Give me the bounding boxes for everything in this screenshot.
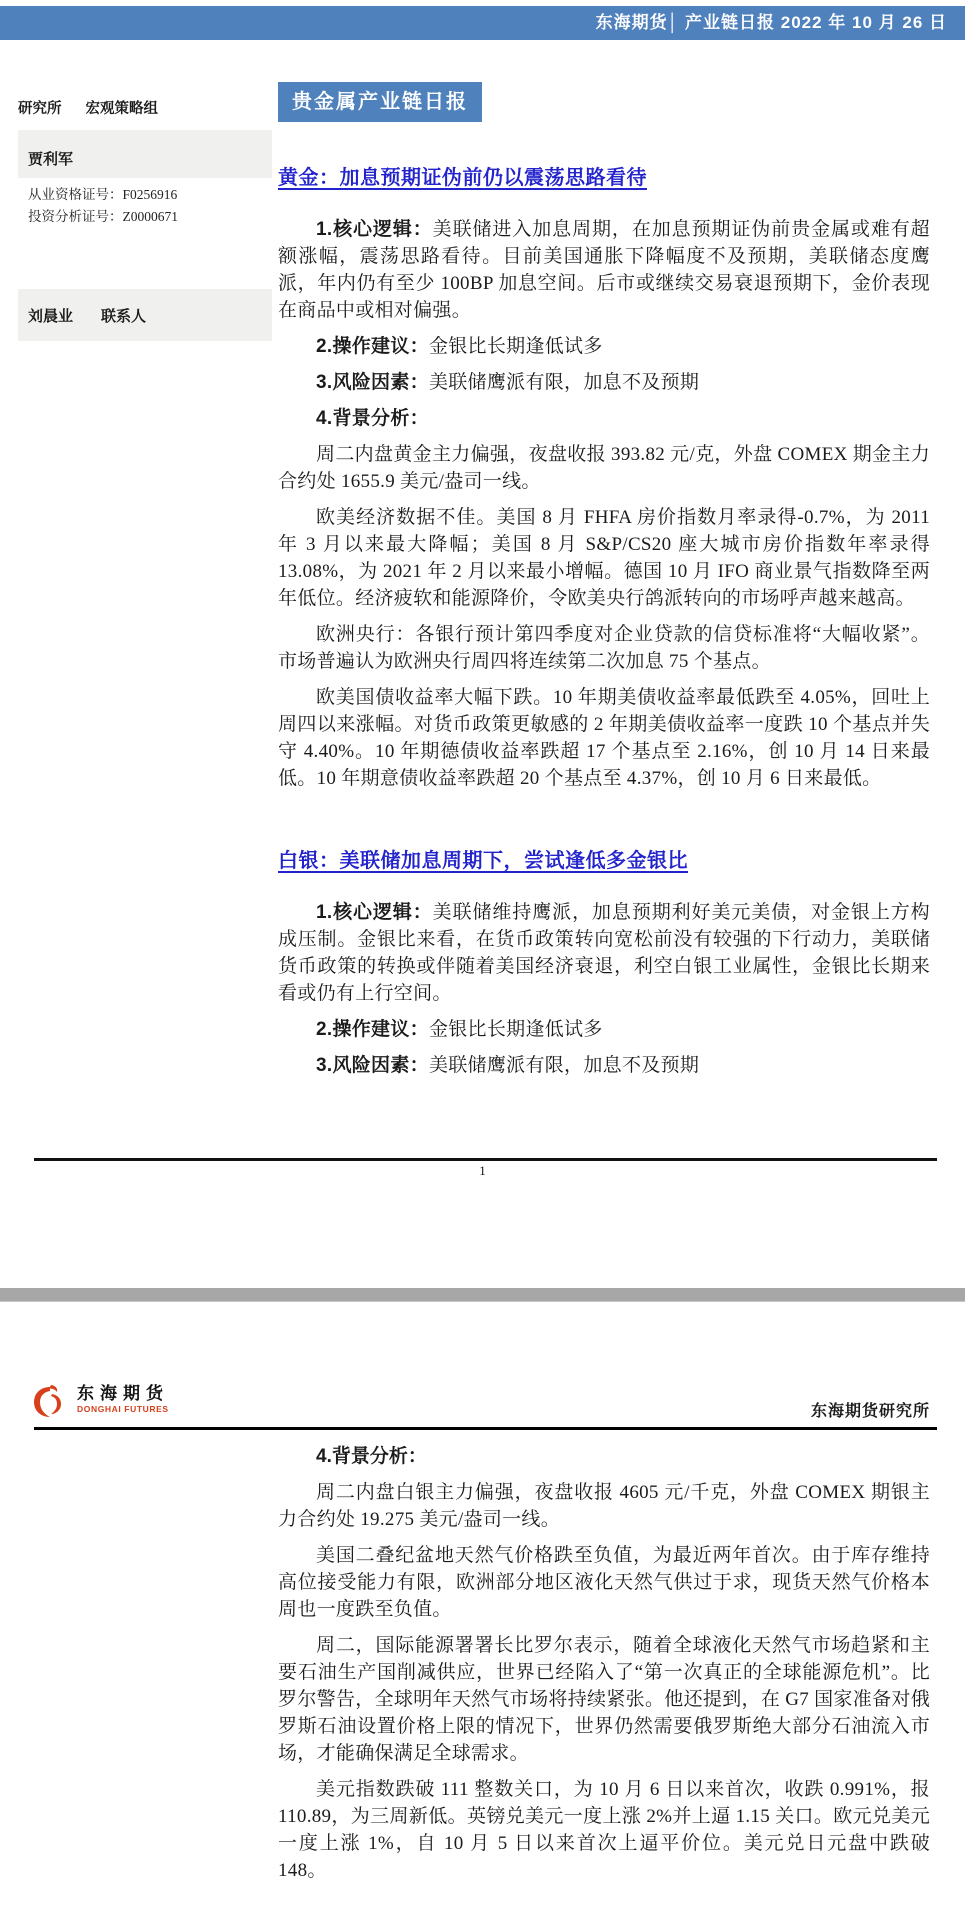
point-label: 3.风险因素： bbox=[316, 1055, 429, 1076]
point-label: 4.背景分析： bbox=[316, 1446, 427, 1467]
point-label: 2.操作建议： bbox=[316, 336, 429, 357]
contact-name: 刘晨业 bbox=[28, 309, 74, 325]
gold-analysis-paragraph: 周二内盘黄金主力偏强，夜盘收报 393.82 元/克，外盘 COMEX 期金主力合约处 1655.9 美元/盎司一线。 bbox=[278, 444, 930, 492]
silver-analysis-paragraph: 周二内盘白银主力偏强，夜盘收报 4605 元/千克，外盘 COMEX 期银主力合约处 19.275 美元/盎司一线。 bbox=[278, 1482, 930, 1530]
gold-analysis-paragraph: 欧美经济数据不佳。美国 8 月 FHFA 房价指数月率录得-0.7%，为 2011 年 3 月以来最大降幅；美国 8 月 S&P/CS20 座大城市房价指数年率录得 13.08%，为 2021 年 2 月以来最小增幅。德国 10 月 IFO 商业景气指数降至两年低位。经济疲软和能源降价，令欧美央行鸽派转向的市场呼声越来越高。 bbox=[278, 507, 930, 609]
gold-section-heading[interactable]: 黄金：加息预期证伪前仍以震荡思路看待 bbox=[278, 167, 647, 189]
logo-text bbox=[77, 1384, 169, 1415]
page1-footer-rule bbox=[34, 1158, 937, 1161]
silver-analysis-paragraph: 美国二叠纪盆地天然气价格跌至负值，为最近两年首次。由于库存维持高位接受能力有限，欧洲部分地区液化天然气供过于求，现货天然气价格本周也一度跌至负值。 bbox=[278, 1545, 930, 1620]
point-label: 4.背景分析： bbox=[316, 408, 429, 429]
point-text: 金银比长期逢低试多 bbox=[428, 1019, 603, 1040]
gold-point-1 bbox=[278, 216, 930, 324]
gold-analysis-paragraph: 欧洲央行：各银行预计第四季度对企业贷款的信贷标准将“大幅收紧”。市场普遍认为欧洲央行周四将连续第二次加息 75 个基点。 bbox=[278, 624, 930, 672]
report-header-bar bbox=[0, 6, 965, 40]
point-label: 1.核心逻辑： bbox=[316, 219, 433, 240]
point-label: 3.风险因素： bbox=[316, 372, 429, 393]
background-analysis-label bbox=[278, 1443, 930, 1470]
donghai-dragon-icon bbox=[30, 1384, 70, 1420]
report-header-title: 东海期货│ 产业链日报 2022 年 10 月 26 日 bbox=[595, 13, 947, 32]
team-name: 宏观策略组 bbox=[85, 101, 158, 117]
org-name: 研究所 bbox=[18, 101, 62, 117]
gold-point-2 bbox=[278, 333, 930, 360]
report-title-box: 贵金属产业链日报 bbox=[278, 82, 482, 122]
page-number: 1 bbox=[479, 1163, 486, 1178]
research-group-line bbox=[18, 97, 158, 118]
page2-main-content bbox=[278, 1443, 930, 1884]
point-text: 美联储维持鹰派，加息预期利好美元美债，对金银上方构成压制。金银比来看，在货币政策转向宽松前没有较强的下行动力，美联储货币政策的转换或伴随着美国经济衰退，利空白银工业属性，金银比长期来看或仍有上行空间。 bbox=[278, 902, 930, 1004]
silver-point-1 bbox=[278, 899, 930, 1007]
analyst-certs bbox=[28, 184, 178, 228]
institute-name: 东海期货研究所 bbox=[810, 1403, 930, 1420]
analyst-name: 贾利军 bbox=[18, 130, 272, 178]
silver-section-heading[interactable]: 白银：美联储加息周期下，尝试逢低多金银比 bbox=[278, 850, 688, 872]
page2-header-rule bbox=[34, 1427, 937, 1430]
silver-point-2 bbox=[278, 1016, 930, 1043]
point-label: 2.操作建议： bbox=[316, 1019, 429, 1040]
gold-point-4 bbox=[278, 405, 930, 432]
point-text: 美联储鹰派有限，加息不及预期 bbox=[428, 1055, 700, 1076]
donghai-logo bbox=[30, 1384, 169, 1420]
point-text: 金银比长期逢低试多 bbox=[428, 336, 603, 357]
point-text: 美联储鹰派有限，加息不及预期 bbox=[428, 372, 700, 393]
practice-cert: 从业资格证号：F0256916 bbox=[28, 187, 178, 202]
gold-analysis-paragraph: 欧美国债收益率大幅下跌。10 年期美债收益率最低跌至 4.05%，回吐上周四以来涨幅。对货币政策更敏感的 2 年期美债收益率一度跌 10 个基点并失守 4.40%。10 年期德债收益率跌超 17 个基点至 2.16%，创 10 月 14 日来最低。10 年期意债收益率跌超 20 个基点至 4.37%，创 10 月 6 日来最低。 bbox=[278, 687, 930, 789]
page1-main-content bbox=[278, 164, 930, 1079]
silver-analysis-paragraph: 美元指数跌破 111 整数关口，为 10 月 6 日以来首次，收跌 0.991%，报 110.89，为三周新低。英镑兑美元一度上涨 2%并上逼 1.15 关口。欧元兑美元一度上涨 1%，自 10 月 5 日以来首次上逼平价位。美元兑日元盘中跌破 148。 bbox=[278, 1779, 930, 1881]
contact-line bbox=[18, 289, 272, 341]
logo-chinese-name: 东海期货 bbox=[77, 1384, 169, 1403]
page-break-separator bbox=[0, 1288, 965, 1302]
gold-point-3 bbox=[278, 369, 930, 396]
logo-english-name: DONGHAI FUTURES bbox=[77, 1404, 169, 1414]
invest-cert: 投资分析证号：Z0000671 bbox=[28, 209, 178, 224]
point-label: 1.核心逻辑： bbox=[316, 902, 433, 923]
silver-analysis-paragraph: 周二，国际能源署署长比罗尔表示，随着全球液化天然气市场趋紧和主要石油生产国削减供应，世界已经陷入了“第一次真正的全球能源危机”。比罗尔警告，全球明年天然气市场将持续紧张。他还提到，在 G7 国家准备对俄罗斯石油设置价格上限的情况下，世界仍然需要俄罗斯绝大部分石油流入市场，才能确保满足全球需求。 bbox=[278, 1635, 930, 1764]
silver-point-3 bbox=[278, 1052, 930, 1079]
contact-role: 联系人 bbox=[101, 309, 147, 325]
point-text: 美联储进入加息周期，在加息预期证伪前贵金属或难有超额涨幅，震荡思路看待。目前美国通胀下降幅度不及预期，美联储态度鹰派，年内仍有至少 100BP 加息空间。后市或继续交易衰退预期下，金价表现在商品中或相对偏强。 bbox=[278, 219, 930, 321]
